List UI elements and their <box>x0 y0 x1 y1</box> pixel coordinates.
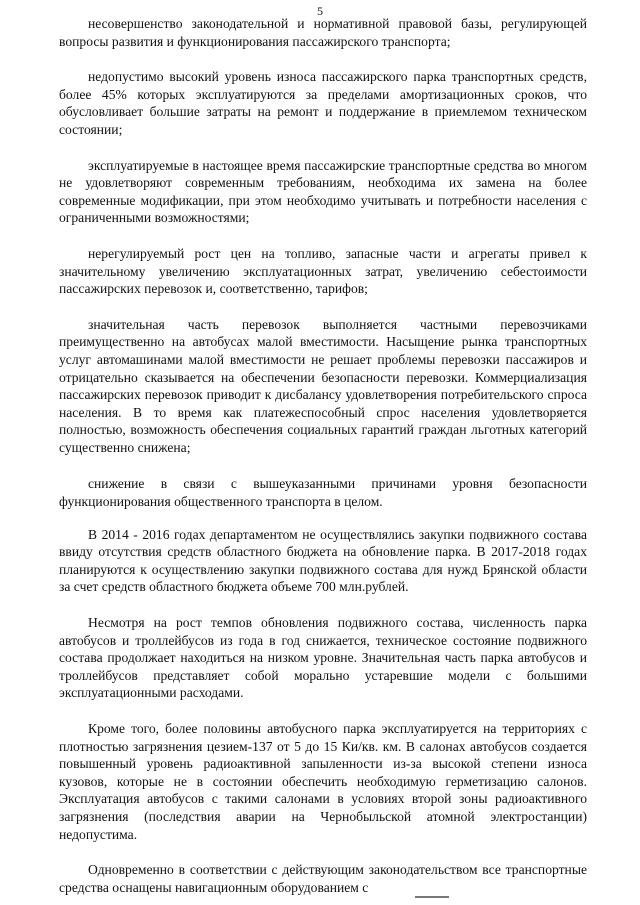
document-body <box>59 15 587 896</box>
paragraph-navigation: Одновременно в соответствии с действующим законодательством все транспортные средства оснащены навигационным оборудованием с <box>59 862 587 895</box>
paragraph-fuel-prices: нерегулируемый рост цен на топливо, запасные части и агрегаты привел к значительному увеличению эксплуатационных затрат, увеличению себестоимости пассажирских перевозок и, соответственно, тарифов; <box>59 245 587 297</box>
paragraph-gap <box>59 511 587 526</box>
scan-mark <box>415 896 449 898</box>
paragraph-gap <box>59 139 587 157</box>
paragraph-fleet-wear: недопустимо высокий уровень износа пассажирского парка транспортных средств, более 45% которых эксплуатируются за пределами амортизационных сроков, что обусловливает большие затраты на ремонт и поддержание в приемлемом техническом состоянии; <box>59 69 587 137</box>
paragraph-procurement: В 2014 - 2016 годах департаментом не осуществлялись закупки подвижного состава ввиду отсутствия средств областного бюджета на обновление парка. В 2017-2018 годах планируются к осуществлению закупки подвижного состава для нужд Брянской области за счет средств областного бюджета объеме 700 млн.рублей. <box>59 526 587 595</box>
paragraph-gap <box>59 596 587 614</box>
paragraph-private-carriers: значительная часть перевозок выполняется частными перевозчиками преимущественно на автобусах малой вместимости. Насыщение рынка транспортных услуг автомашинами малой вместимости не решает проблемы перевозки пассажиров и отрицательно сказывается на обеспечении безопасности перевозки. Коммерциализация пассажирских перевозок приводит к дисбалансу удовлетворения потребительского спроса населения. В то время как платежеспособный спрос населения удовлетворяется полностью, возможность обеспечения социальных гарантий граждан льготных категорий существенно снижена; <box>59 316 587 455</box>
paragraph-gap <box>59 298 587 316</box>
paragraph-radiation: Кроме того, более половины автобусного парка эксплуатируется на территориях с плотностью загрязнения цезием-137 от 5 до 15 Ки/кв. км. В салонах автобусов создается повышенный уровень радиоактивной запыленности из-за высокой степени износа кузовов, которые не в состоянии обеспечить необходимую герметизацию салонов. Эксплуатация автобусов с такими салонами в условиях второй зоны радиоактивного загрязнения (последствия аварии на Чернобыльской атомной электростанции) недопустима. <box>59 721 587 842</box>
paragraph-modern-requirements: эксплуатируемые в настоящее время пассажирские транспортные средства во многом не удовлетворяют современным требованиям, необходима их замена на более современные модификации, при этом необходимо учитывать и потребности населения с ограниченными возможностями; <box>59 157 587 226</box>
paragraph-gap <box>59 50 587 68</box>
paragraph-legislation: несовершенство законодательной и нормативной правовой базы, регулирующей вопросы развития и функционирования пассажирского транспорта; <box>59 16 587 49</box>
page-number: 5 <box>317 4 323 18</box>
paragraph-gap <box>59 702 587 720</box>
paragraph-fleet-decline: Несмотря на рост темпов обновления подвижного состава, численность парка автобусов и троллейбусов из года в год снижается, техническое состояние подвижного состава продолжает находиться на низком уровне. Значительная часть парка автобусов и троллейбусов представляет собой морально устаревшие модели с большими эксплуатационными расходами. <box>59 615 587 701</box>
paragraph-gap <box>59 227 587 245</box>
paragraph-gap <box>59 843 587 861</box>
paragraph-safety-decrease: снижение в связи с вышеуказанными причинами уровня безопасности функционирования общественного транспорта в целом. <box>59 476 587 510</box>
paragraph-gap <box>59 456 587 475</box>
